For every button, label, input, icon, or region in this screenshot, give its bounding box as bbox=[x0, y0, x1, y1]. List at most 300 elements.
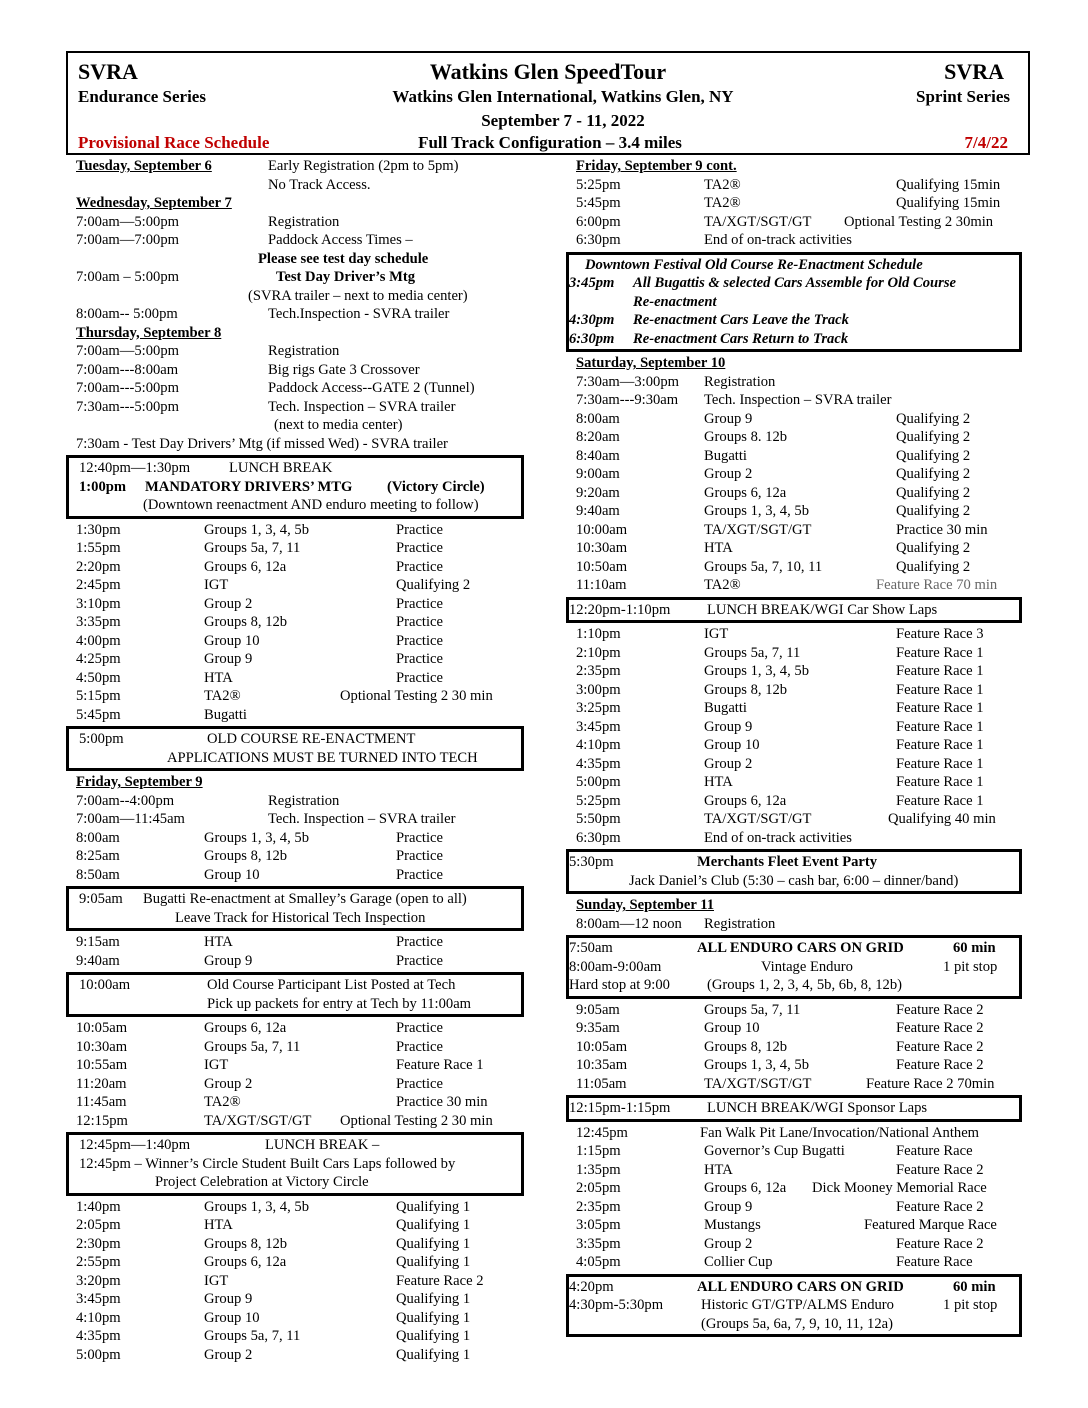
time: 5:25pm bbox=[576, 176, 621, 193]
schedule-row bbox=[576, 1235, 1016, 1254]
event-text: 12:45pm – Winner’s Circle Student Built Cars Laps followed by bbox=[79, 1155, 456, 1172]
location: (Victory Circle) bbox=[387, 478, 485, 495]
time: 1:55pm bbox=[76, 540, 121, 556]
schedule-row bbox=[576, 231, 1016, 250]
thursday-sessions bbox=[76, 521, 526, 688]
time: 12:20pm-1:10pm bbox=[569, 601, 671, 618]
time: 2:30pm bbox=[76, 1235, 121, 1252]
right-series-subtitle: Sprint Series bbox=[916, 87, 1010, 106]
group: Groups 5a, 7, 11 bbox=[204, 1328, 301, 1344]
note: (Groups 1, 2, 3, 4, 5b, 6b, 8, 12b) bbox=[707, 977, 902, 993]
session: Optional Testing 2 30min bbox=[844, 213, 994, 230]
schedule-row bbox=[76, 379, 526, 398]
group: Governor’s Cup Bugatti bbox=[704, 1143, 845, 1159]
schedule-row bbox=[76, 213, 526, 232]
time: 3:10pm bbox=[76, 595, 121, 612]
schedule-row bbox=[76, 521, 526, 540]
event-text: OLD COURSE RE-ENACTMENT bbox=[207, 731, 416, 747]
schedule-row bbox=[76, 268, 526, 287]
time: 3:45pm bbox=[576, 718, 621, 735]
session: Feature Race 2 bbox=[896, 1161, 984, 1178]
group: Group 10 bbox=[204, 632, 260, 649]
time: 8:50am bbox=[76, 866, 120, 883]
group: Groups 6, 12a bbox=[704, 1180, 787, 1196]
schedule-row bbox=[76, 1253, 526, 1272]
schedule-row bbox=[76, 1112, 526, 1131]
time: 9:40am bbox=[76, 952, 120, 969]
session: Qualifying 1 bbox=[396, 1291, 471, 1307]
session: Practice bbox=[396, 558, 443, 575]
time: 4:35pm bbox=[76, 1328, 121, 1344]
vintage-enduro-box bbox=[566, 935, 1022, 999]
event-text: Paddock Access--GATE 2 (Tunnel) bbox=[268, 380, 475, 396]
time: 12:45pm—1:40pm bbox=[79, 1137, 191, 1153]
group: Groups 6, 12a bbox=[704, 484, 787, 501]
schedule-row bbox=[76, 1272, 526, 1291]
note: Project Celebration at Victory Circle bbox=[155, 1174, 369, 1190]
time: 1:00pm bbox=[79, 478, 127, 495]
event-text: LUNCH BREAK bbox=[229, 460, 333, 476]
schedule-row bbox=[576, 558, 1016, 577]
schedule-row bbox=[576, 699, 1016, 718]
schedule-row bbox=[76, 361, 526, 380]
session: Feature Race 1 bbox=[896, 663, 984, 679]
schedule-row bbox=[576, 428, 1016, 447]
session: Practice bbox=[396, 1020, 443, 1036]
schedule-row bbox=[76, 595, 526, 614]
session: Feature Race 2 bbox=[896, 1020, 984, 1036]
schedule-row bbox=[576, 1038, 1016, 1057]
day-heading: Tuesday, September 6 bbox=[76, 158, 212, 174]
event-text: LUNCH BREAK – bbox=[265, 1137, 380, 1153]
session: Practice bbox=[396, 829, 443, 846]
time: 10:55am bbox=[76, 1057, 128, 1073]
group: Groups 8, 12b bbox=[704, 681, 788, 698]
group: Group 10 bbox=[204, 1309, 260, 1326]
schedule-row bbox=[76, 398, 526, 417]
time: 11:45am bbox=[76, 1094, 127, 1110]
event-text: LUNCH BREAK/WGI Sponsor Laps bbox=[707, 1100, 928, 1116]
time: 3:00pm bbox=[576, 681, 621, 698]
group: Group 10 bbox=[204, 866, 260, 883]
schedule-row bbox=[76, 1309, 526, 1328]
time: 4:35pm bbox=[576, 755, 621, 772]
group: Group 9 bbox=[204, 952, 253, 969]
group: Mustangs bbox=[704, 1217, 761, 1233]
schedule-row bbox=[576, 896, 1016, 915]
time: 9:15am bbox=[76, 934, 120, 950]
time: 2:35pm bbox=[576, 663, 621, 679]
schedule-row bbox=[76, 1038, 526, 1057]
time: 7:30am—3:00pm bbox=[576, 373, 679, 390]
group: Groups 1, 3, 4, 5b bbox=[704, 663, 809, 679]
schedule-row bbox=[576, 1142, 1016, 1161]
time: 6:30pm bbox=[576, 232, 621, 248]
event-text: Bugatti Re-enactment at Smalley’s Garage (open to all) bbox=[143, 891, 467, 907]
time: 9:05am bbox=[576, 1001, 620, 1018]
group: Groups 5a, 7, 11 bbox=[204, 540, 301, 556]
time: 7:00am---5:00pm bbox=[76, 380, 179, 396]
group: Group 9 bbox=[204, 651, 253, 667]
schedule-row bbox=[576, 644, 1016, 663]
note: (next to media center) bbox=[274, 417, 403, 433]
time: 10:05am bbox=[76, 1020, 128, 1036]
schedule-row bbox=[576, 915, 1016, 934]
session: Qualifying 15min bbox=[896, 195, 1001, 211]
sunday-afternoon-sessions bbox=[576, 1142, 1016, 1179]
schedule-row bbox=[576, 1216, 1016, 1235]
event-text: Tech. Inspection – SVRA trailer bbox=[268, 811, 456, 827]
group: HTA bbox=[204, 669, 233, 686]
group: Groups 1, 3, 4, 5b bbox=[704, 1057, 809, 1073]
schedule-row bbox=[76, 687, 526, 706]
event-text: 7:30am - Test Day Drivers’ Mtg (if missed Wed) - SVRA trailer bbox=[76, 435, 448, 452]
time: 1:40pm bbox=[76, 1198, 121, 1215]
schedule-row bbox=[576, 410, 1016, 429]
event-text: Tech. Inspection – SVRA trailer bbox=[268, 398, 456, 415]
schedule-row bbox=[576, 662, 1016, 681]
event-text: Vintage Enduro bbox=[761, 958, 853, 975]
schedule-row bbox=[76, 1235, 526, 1254]
session: Optional Testing 2 30 min bbox=[340, 1112, 493, 1129]
session: Qualifying 2 bbox=[896, 540, 971, 556]
group: Groups 6, 12a bbox=[204, 1020, 287, 1036]
schedule-header bbox=[66, 51, 1030, 155]
session: Practice bbox=[396, 669, 443, 686]
time: 4:50pm bbox=[76, 669, 121, 686]
session: Feature Race 2 bbox=[896, 1235, 984, 1252]
group: Groups 6, 12a bbox=[704, 792, 787, 809]
schedule-row bbox=[576, 484, 1016, 503]
session: Feature Race 2 bbox=[896, 1198, 984, 1215]
time: 9:20am bbox=[576, 484, 620, 501]
duration: 60 min bbox=[953, 940, 996, 956]
time: 10:00am bbox=[79, 977, 131, 993]
drivers-meeting-box bbox=[66, 455, 524, 519]
session: Feature Race 1 bbox=[896, 700, 984, 716]
schedule-row bbox=[76, 194, 526, 213]
session: Feature Race bbox=[896, 1254, 973, 1270]
saturday-morning-sessions bbox=[576, 410, 1016, 577]
time: 2:20pm bbox=[76, 558, 121, 575]
friday-sessions-morning bbox=[76, 829, 526, 885]
event-text: End of on-track activities bbox=[704, 829, 852, 846]
time: 8:00am bbox=[576, 410, 620, 427]
group: Groups 8, 12b bbox=[204, 1235, 288, 1252]
time: 7:50am bbox=[569, 940, 613, 956]
time: 9:05am bbox=[79, 891, 123, 907]
time: 3:25pm bbox=[576, 700, 621, 716]
session: Feature Race 1 bbox=[896, 681, 984, 698]
group: TA/XGT/SGT/GT bbox=[204, 1112, 312, 1129]
event-text: LUNCH BREAK/WGI Car Show Laps bbox=[707, 601, 938, 618]
time: 5:00pm bbox=[79, 731, 124, 747]
session: Qualifying 2 bbox=[896, 484, 971, 501]
schedule-row bbox=[76, 539, 526, 558]
session: Feature Race 2 bbox=[896, 1001, 984, 1018]
schedule-row bbox=[76, 1290, 526, 1309]
schedule-row bbox=[76, 706, 526, 725]
group: Group 2 bbox=[204, 1075, 253, 1092]
group: Groups 8, 12b bbox=[204, 848, 288, 864]
event-text: Tech. Inspection – SVRA trailer bbox=[704, 392, 892, 408]
session: Qualifying 1 bbox=[396, 1254, 471, 1270]
time: 7:00am--4:00pm bbox=[76, 792, 175, 809]
pit-stop: 1 pit stop bbox=[943, 1297, 998, 1313]
time: 10:05am bbox=[576, 1038, 628, 1055]
time: 12:40pm—1:30pm bbox=[79, 460, 191, 476]
note: (Downtown reenactment AND enduro meeting to follow) bbox=[143, 497, 479, 513]
group: HTA bbox=[704, 774, 733, 790]
schedule-row bbox=[576, 521, 1016, 540]
schedule-row bbox=[76, 952, 526, 971]
time: 4:10pm bbox=[76, 1309, 121, 1326]
session: Feature Race 2 bbox=[896, 1038, 984, 1055]
time: 3:45pm bbox=[76, 1291, 121, 1307]
schedule-row bbox=[576, 1161, 1016, 1180]
session: Feature Race bbox=[896, 1143, 973, 1159]
time: 4:05pm bbox=[576, 1254, 621, 1270]
time: 9:00am bbox=[576, 466, 620, 482]
downtown-festival-box bbox=[566, 252, 1022, 353]
time: 8:25am bbox=[76, 848, 120, 864]
group: TA2® bbox=[704, 176, 741, 193]
time: 8:00am bbox=[76, 829, 120, 846]
group: Bugatti bbox=[704, 700, 747, 716]
event-text: Re-enactment Cars Return to Track bbox=[633, 330, 849, 347]
event-text: ALL ENDURO CARS ON GRID bbox=[697, 940, 904, 956]
schedule-row bbox=[76, 1216, 526, 1235]
session: Practice 30 min bbox=[396, 1094, 488, 1110]
session: Feature Race 1 bbox=[396, 1057, 484, 1073]
session: Practice bbox=[396, 848, 443, 864]
schedule-row bbox=[576, 176, 1016, 195]
group: Group 10 bbox=[704, 1020, 760, 1036]
time: 11:20am bbox=[76, 1075, 127, 1092]
schedule-row bbox=[76, 1019, 526, 1038]
event-text: No Track Access. bbox=[268, 176, 371, 193]
session: Practice bbox=[396, 540, 443, 556]
sunday-late-sessions bbox=[576, 1235, 1016, 1272]
schedule-row bbox=[76, 324, 526, 343]
group: Groups 8, 12b bbox=[204, 614, 288, 630]
venue: Watkins Glen International, Watkins Glen, NY bbox=[392, 87, 734, 106]
friday-sessions-late-morning bbox=[76, 1019, 526, 1112]
schedule-row bbox=[76, 650, 526, 669]
group: Groups 1, 3, 4, 5b bbox=[704, 503, 809, 519]
schedule-row bbox=[576, 391, 1016, 410]
participant-list-box bbox=[66, 972, 524, 1017]
schedule-row bbox=[576, 194, 1016, 213]
group: IGT bbox=[204, 577, 229, 593]
group: Bugatti bbox=[704, 447, 747, 464]
track-config: Full Track Configuration – 3.4 miles bbox=[418, 133, 682, 152]
time: 7:00am—11:45am bbox=[76, 811, 185, 827]
group: IGT bbox=[204, 1272, 229, 1289]
group: TA/XGT/SGT/GT bbox=[704, 1075, 812, 1092]
group: Groups 1, 3, 4, 5b bbox=[204, 521, 309, 538]
group: Group 10 bbox=[704, 737, 760, 753]
note: (Groups 5a, 6a, 7, 9, 10, 11, 12a) bbox=[701, 1315, 893, 1332]
schedule-row bbox=[576, 1019, 1016, 1038]
day-heading: Wednesday, September 7 bbox=[76, 195, 232, 211]
session: Feature Race 1 bbox=[896, 737, 984, 753]
day-heading: Thursday, September 8 bbox=[76, 324, 222, 341]
event-text: Big rigs Gate 3 Crossover bbox=[268, 361, 420, 378]
schedule-row bbox=[576, 213, 1016, 232]
time: 8:00am-9:00am bbox=[569, 958, 662, 975]
event-text: Old Course Participant List Posted at Tech bbox=[207, 977, 456, 993]
day-heading: Saturday, September 10 bbox=[576, 355, 726, 371]
friday-sessions-midmorning bbox=[76, 933, 526, 970]
event-text: Fan Walk Pit Lane/Invocation/National Anthem bbox=[700, 1124, 980, 1141]
party-box bbox=[566, 849, 1022, 894]
friday-lunch-box bbox=[66, 1132, 524, 1196]
schedule-row bbox=[76, 435, 526, 454]
time: 10:35am bbox=[576, 1057, 628, 1073]
day-heading: Friday, September 9 bbox=[76, 774, 203, 790]
group: HTA bbox=[704, 540, 733, 556]
event-text: Registration bbox=[704, 915, 776, 932]
schedule-row bbox=[576, 718, 1016, 737]
session: Qualifying 1 bbox=[396, 1328, 471, 1344]
left-series-title: SVRA bbox=[78, 59, 138, 84]
event-text: Early Registration (2pm to 5pm) bbox=[268, 158, 459, 174]
note: (SVRA trailer – next to media center) bbox=[248, 287, 468, 304]
saturday-afternoon-sessions bbox=[576, 625, 1016, 810]
right-column bbox=[569, 157, 1016, 1339]
time: 1:30pm bbox=[76, 521, 121, 538]
schedule-row bbox=[76, 829, 526, 848]
time: 4:20pm bbox=[569, 1278, 614, 1295]
session: Feature Race 2 bbox=[896, 1057, 984, 1073]
group: HTA bbox=[204, 934, 233, 950]
sunday-lunch-box bbox=[566, 1095, 1022, 1122]
session: Qualifying 1 bbox=[396, 1198, 471, 1215]
schedule-row bbox=[76, 176, 526, 195]
session: Feature Race 2 70min bbox=[866, 1075, 995, 1092]
note: Jack Daniel’s Club (5:30 – cash bar, 6:00 – dinner/band) bbox=[629, 872, 959, 889]
bugatti-reenactment-box bbox=[66, 886, 524, 931]
group: Groups 5a, 7, 10, 11 bbox=[704, 558, 823, 575]
session: Practice 30 min bbox=[896, 521, 988, 538]
day-heading: Sunday, September 11 bbox=[576, 897, 714, 913]
schedule-row bbox=[576, 373, 1016, 392]
schedule-row bbox=[76, 866, 526, 885]
sunday-morning-sessions bbox=[576, 1001, 1016, 1075]
session: Qualifying 2 bbox=[896, 410, 971, 427]
session: Qualifying 2 bbox=[896, 503, 971, 519]
event-text: Registration bbox=[268, 792, 340, 809]
schedule-row bbox=[76, 416, 526, 435]
event-text: Registration bbox=[268, 213, 340, 230]
schedule-row bbox=[576, 1075, 1016, 1094]
schedule-row bbox=[76, 792, 526, 811]
time: 7:00am—5:00pm bbox=[76, 213, 179, 230]
session: Practice bbox=[396, 595, 443, 612]
time: 1:15pm bbox=[576, 1143, 621, 1159]
schedule-row bbox=[76, 1075, 526, 1094]
schedule-row bbox=[76, 933, 526, 952]
time: 5:45pm bbox=[76, 706, 121, 723]
session: Qualifying 1 bbox=[396, 1309, 471, 1326]
schedule-row bbox=[576, 1001, 1016, 1020]
time: 5:50pm bbox=[576, 811, 621, 827]
pit-stop: 1 pit stop bbox=[943, 958, 998, 975]
schedule-row bbox=[576, 354, 1016, 373]
group: Group 9 bbox=[704, 410, 753, 427]
note: Leave Track for Historical Tech Inspection bbox=[175, 909, 426, 926]
group: Group 2 bbox=[204, 1346, 253, 1363]
session: Qualifying 1 bbox=[396, 1217, 471, 1233]
schedule-row bbox=[576, 792, 1016, 811]
session: Qualifying 2 bbox=[396, 577, 471, 593]
session: Practice bbox=[396, 614, 443, 630]
group: Group 9 bbox=[204, 1291, 253, 1307]
schedule-row bbox=[576, 157, 1016, 176]
event-dates: September 7 - 11, 2022 bbox=[481, 111, 645, 130]
time: 5:00pm bbox=[576, 774, 621, 790]
schedule-row bbox=[76, 1198, 526, 1217]
time: 12:15pm bbox=[76, 1112, 128, 1129]
schedule-row bbox=[76, 847, 526, 866]
time: 4:30pm bbox=[569, 312, 615, 328]
session: Qualifying 1 bbox=[396, 1346, 471, 1363]
time: 5:45pm bbox=[576, 195, 621, 211]
session: Qualifying 2 bbox=[896, 447, 971, 464]
schedule-row bbox=[76, 231, 526, 250]
schedule-row bbox=[76, 1346, 526, 1365]
schedule-row bbox=[576, 576, 1016, 595]
schedule-row bbox=[576, 1198, 1016, 1217]
time: 9:35am bbox=[576, 1020, 620, 1036]
old-course-box bbox=[66, 726, 524, 771]
time: 7:30am---9:30am bbox=[576, 392, 679, 408]
time: 3:35pm bbox=[76, 614, 121, 630]
event-text: Tech.Inspection - SVRA trailer bbox=[268, 306, 450, 322]
time: 11:05am bbox=[576, 1075, 627, 1092]
schedule-row bbox=[76, 1327, 526, 1346]
historic-enduro-box bbox=[566, 1274, 1022, 1338]
time: 6:30pm bbox=[569, 330, 615, 347]
session: Featured Marque Race bbox=[864, 1217, 997, 1233]
session: Qualifying 40 min bbox=[888, 811, 996, 827]
group: Groups 1, 3, 4, 5b bbox=[204, 829, 309, 846]
event-text: All Bugattis & selected Cars Assemble for Old Course bbox=[633, 275, 956, 291]
schedule-row bbox=[76, 558, 526, 577]
session: Qualifying 2 bbox=[896, 558, 971, 575]
session: Feature Race 1 bbox=[896, 718, 984, 735]
group: TA2® bbox=[704, 577, 741, 593]
time: 11:10am bbox=[576, 577, 627, 593]
schedule-row bbox=[76, 250, 526, 269]
time: 6:00pm bbox=[576, 213, 621, 230]
event-text: Merchants Fleet Event Party bbox=[697, 854, 878, 870]
group: TA2® bbox=[204, 688, 241, 704]
time: Hard stop at 9:00 bbox=[569, 977, 670, 993]
group: Group 9 bbox=[704, 718, 753, 735]
note: Please see test day schedule bbox=[258, 250, 429, 267]
group: TA/XGT/SGT/GT bbox=[704, 521, 812, 538]
event-text: Test Day Driver’s Mtg bbox=[276, 269, 416, 285]
left-series-subtitle: Endurance Series bbox=[78, 87, 206, 106]
schedule-row bbox=[76, 287, 526, 306]
group: Groups 1, 3, 4, 5b bbox=[204, 1198, 309, 1215]
event-text: Registration bbox=[704, 373, 776, 390]
time: 4:00pm bbox=[76, 632, 121, 649]
schedule-row bbox=[76, 632, 526, 651]
saturday-lunch-box bbox=[566, 597, 1022, 624]
